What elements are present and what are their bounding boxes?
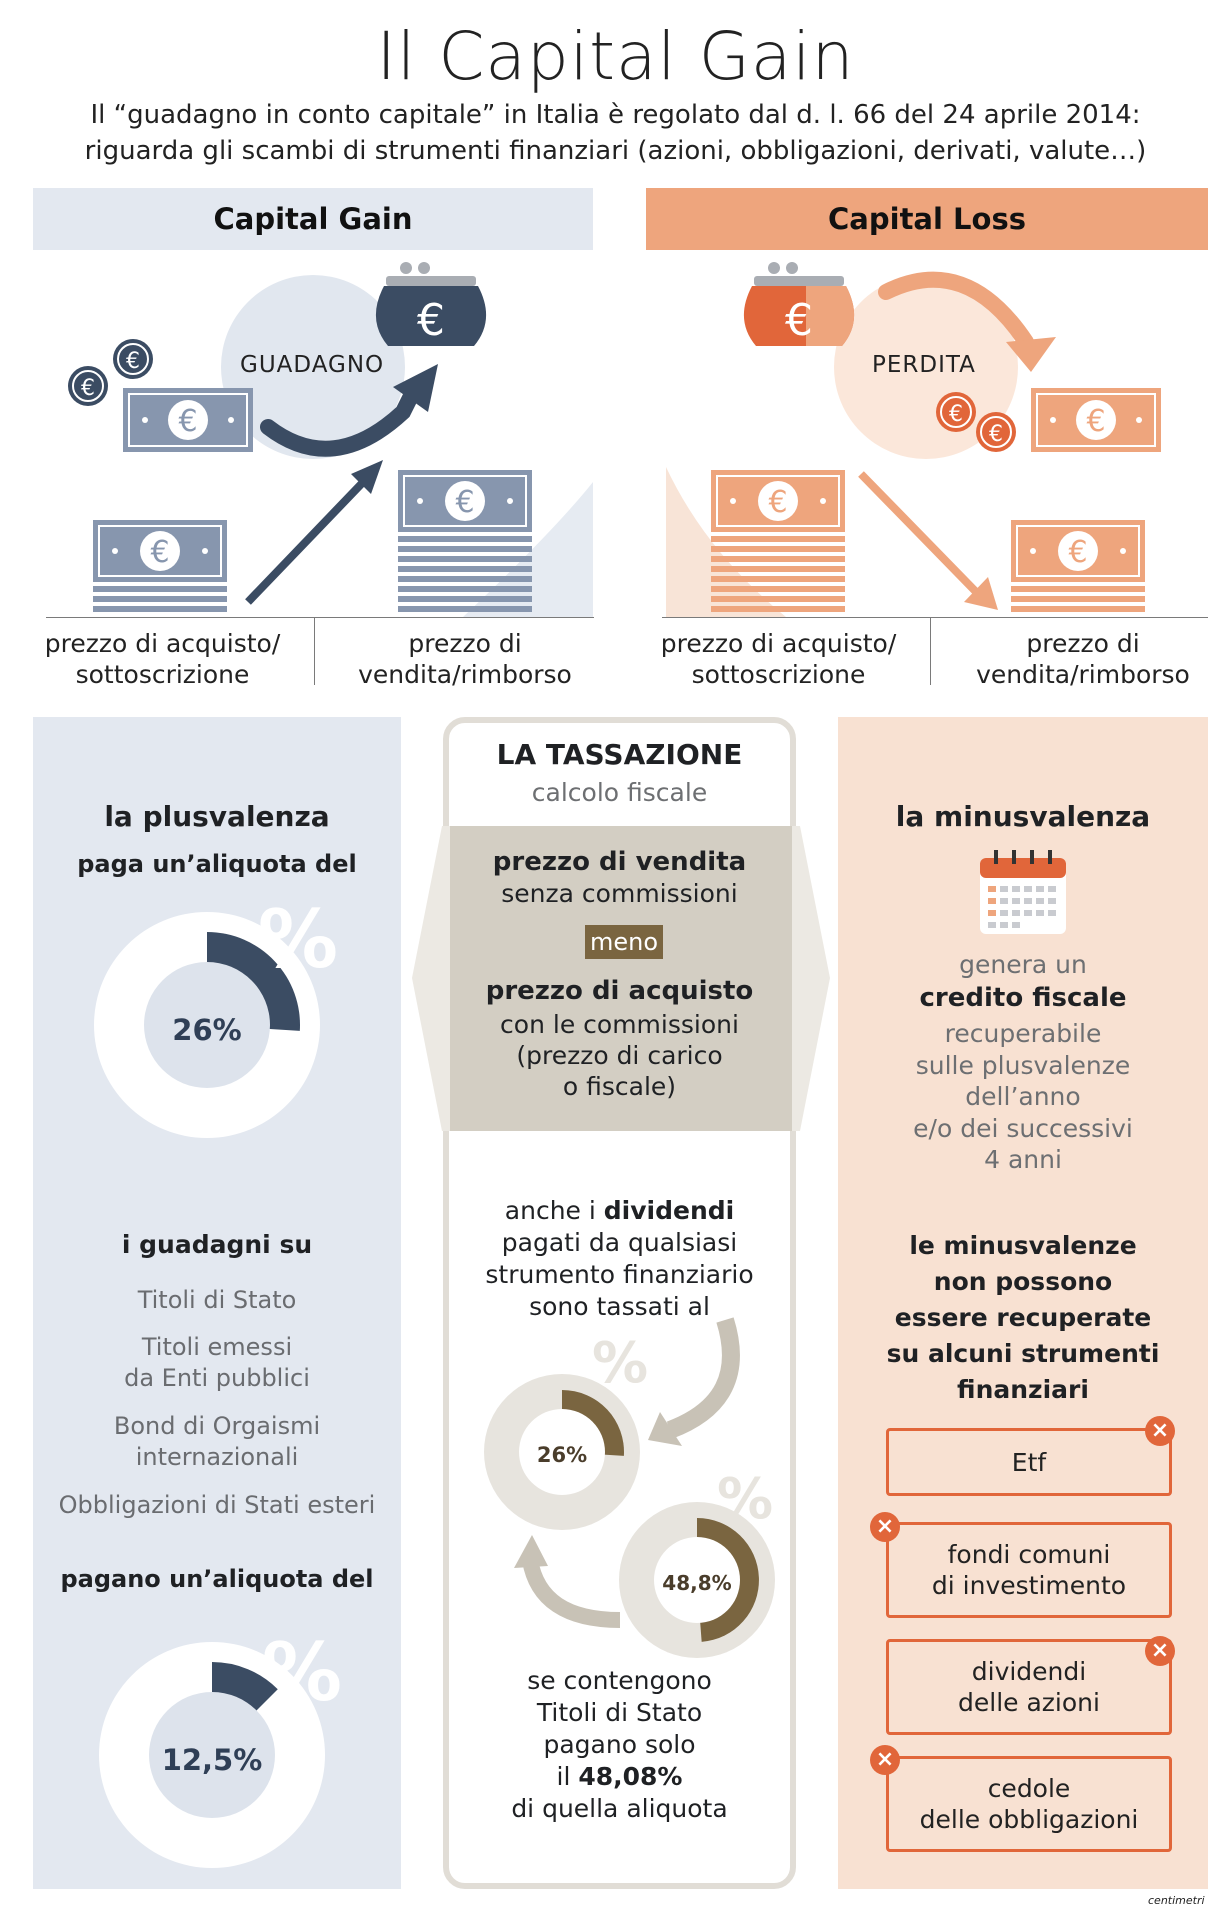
rate-26-label: 26% [536,1443,588,1467]
acquisto-detail: con le commissioni (prezzo di carico o fiscale) [500,1010,739,1101]
close-icon: × [870,1512,900,1542]
pagano-label: pagano un’aliquota del [60,1565,374,1593]
plusvalenza-subtitle: paga un’aliquota del [77,850,357,878]
subtitle-line-1: Il “guadagno in conto capitale” in Italia è regolato dal d. l. 66 del 24 aprile 2014: [90,100,1141,130]
excluded-dividendi-azioni: dividendi delle azioni [886,1639,1172,1735]
svg-text:€: € [949,402,963,427]
gain-buy-label: prezzo di acquisto/ sottoscrizione [44,629,281,689]
close-icon: × [1145,1636,1175,1666]
guadagni-title: i guadagni su [121,1230,313,1259]
rate-26-label: 26% [172,1013,242,1047]
rising-arrow [248,477,368,602]
gain-axis-divider [314,617,315,685]
euro-banknote-small [1031,388,1161,452]
list-obbligazioni: Obbligazioni di Stati esteri [58,1491,376,1519]
donut-26-chart [92,895,362,1165]
svg-text:€: € [417,295,445,346]
gain-sell-label: prezzo di vendita/rimborso [358,629,572,689]
list-titoli-stato: Titoli di Stato [137,1286,297,1314]
euro-coin-2 [113,339,153,379]
euro-banknote-stack-sell [398,470,532,612]
acquisto-title: prezzo di acquisto [485,976,754,1006]
euro-banknote-stack-sell [1011,520,1145,612]
capital-gain-illustration [33,252,598,622]
calendar-icon [978,848,1068,936]
tax-donuts-chart [470,1310,800,1690]
svg-text:€: € [126,349,140,374]
curved-arrow-up [530,1560,620,1620]
svg-text:€: € [989,422,1003,447]
svg-text:€: € [178,404,198,439]
tassazione-title: LA TASSAZIONE [496,738,743,771]
svg-text:€: € [768,485,788,520]
excluded-etf: Etf [886,1428,1172,1496]
close-icon: × [870,1745,900,1775]
euro-coin-1 [68,366,108,406]
list-bond-2: internazionali [135,1443,299,1471]
svg-text:€: € [785,295,813,346]
loss-sell-label: prezzo di vendita/rimborso [976,629,1190,689]
percent-sign-icon: % [261,1626,343,1719]
svg-text:€: € [150,535,170,570]
list-titoli-enti-2: da Enti pubblici [124,1364,310,1392]
percent-sign-icon: % [716,1467,774,1532]
minusvalenze-warning: le minusvalenze non possono essere recuperate su alcuni strumenti finanziari [886,1231,1160,1404]
rate-488-label: 48,8% [662,1571,732,1595]
euro-banknote-stack-buy [93,520,227,612]
percent-sign-icon: % [257,895,339,986]
donut-125-chart [92,1610,362,1880]
perdita-label: PERDITA [872,352,976,378]
genera-label: genera un [959,950,1087,979]
gain-axis [46,617,594,618]
dividendi-text: anche i dividendi pagati da qualsiasi strumento finanziario sono tassati al [485,1196,754,1321]
tassazione-subtitle: calcolo fiscale [531,778,708,807]
subtitle-line-2: riguarda gli scambi di strumenti finanziari (azioni, obbligazioni, derivati, valute…) [84,136,1147,166]
svg-text:€: € [81,376,95,401]
credito-fiscale-label: credito fiscale [919,983,1127,1013]
svg-text:€: € [1086,404,1106,439]
vendita-title: prezzo di vendita [492,847,747,877]
capital-gain-header: Capital Gain [33,188,593,250]
loss-buy-label: prezzo di acquisto/ sottoscrizione [660,629,897,689]
euro-purse-icon [376,262,486,346]
close-icon: × [1145,1416,1175,1446]
euro-coin-2 [976,412,1016,452]
percent-sign-icon: % [591,1331,649,1396]
curved-arrow-down [670,1320,731,1430]
euro-banknote-small [123,388,253,452]
minusvalenza-title: la minusvalenza [895,800,1151,833]
excluded-fondi-comuni: fondi comuni di investimento [886,1522,1172,1618]
guadagno-label: GUADAGNO [240,352,385,378]
plusvalenza-title: la plusvalenza [104,800,330,833]
credito-detail: recuperabile sulle plusvalenze dell’anno e/o dei successivi 4 anni [913,1019,1133,1174]
excluded-cedole-obbligazioni: cedole delle obbligazioni [886,1756,1172,1852]
svg-text:€: € [455,485,475,520]
page-title: Il Capital Gain [376,18,855,95]
capital-loss-header: Capital Loss [646,188,1208,250]
capital-loss-illustration [646,252,1211,622]
loss-axis [662,617,1208,618]
loss-axis-divider [930,617,931,685]
list-titoli-enti-1: Titoli emessi [141,1333,293,1361]
falling-arrow [861,474,981,597]
euro-banknote-stack-buy [711,470,845,612]
euro-purse-icon [744,262,854,346]
list-bond-1: Bond di Orgaismi [113,1412,321,1440]
centimetri-logo: centimetri [1148,1894,1205,1907]
euro-coin-1 [936,392,976,432]
vendita-detail: senza commissioni [501,879,738,908]
titoli-stato-note: se contengono Titoli di Stato pagano solo il 48,08% di quella aliquota [511,1666,728,1823]
meno-badge: meno [585,925,663,959]
svg-text:€: € [1068,535,1088,570]
rate-125-label: 12,5% [161,1743,263,1777]
